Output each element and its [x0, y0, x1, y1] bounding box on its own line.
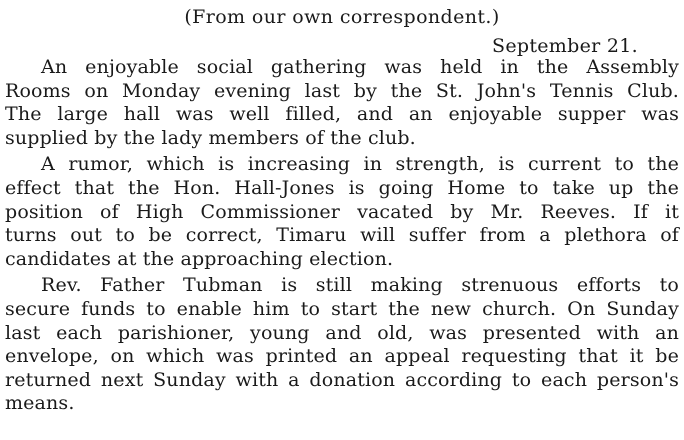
article-body [5, 56, 679, 416]
text-line: effect that the Hon. Hall-Jones is going Home to take up the [5, 176, 679, 199]
text-line: candidates at the approaching election. [5, 247, 394, 270]
text-line: The large hall was well filled, and an enjoyable supper was [5, 103, 679, 126]
correspondent-heading: (From our own correspondent.) [184, 6, 500, 28]
text-line: An enjoyable social gathering was held in the Assembly [41, 56, 679, 78]
dateline: September 21. [492, 35, 638, 57]
text-line: turns out to be correct, Timaru will suffer from a plethora of [5, 224, 679, 247]
text-line: Rev. Father Tubman is still making strenuous efforts to [41, 274, 679, 297]
paragraph-rumor [5, 153, 679, 271]
text-line: position of High Commissioner vacated by Mr. Reeves. If it [5, 200, 679, 223]
text-line: supplied by the lady members of the club. [5, 126, 416, 149]
text-line: A rumor, which is increasing in strength, is current to the [41, 153, 679, 176]
paragraph-church-funds [5, 274, 679, 416]
paragraph-social-gathering [5, 56, 679, 150]
text-line: returned next Sunday with a donation according to each person's [5, 368, 679, 391]
text-line: last each parishioner, young and old, was presented with an [5, 321, 679, 344]
text-line: Rooms on Monday evening last by the St. John's Tennis Club. [5, 79, 679, 102]
text-line: secure funds to enable him to start the new church. On Sunday [5, 297, 679, 320]
text-line: envelope, on which was printed an appeal requesting that it be [5, 345, 679, 368]
text-line: means. [5, 392, 75, 415]
